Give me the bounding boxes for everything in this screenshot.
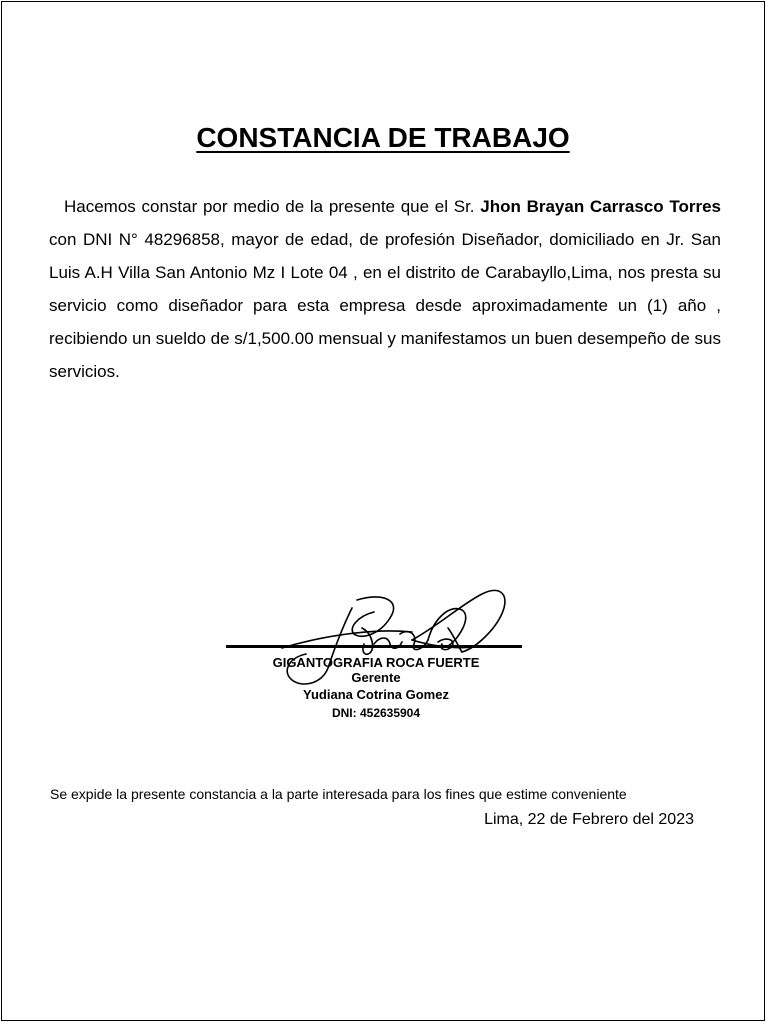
document-title-text: CONSTANCIA DE TRABAJO bbox=[196, 122, 570, 153]
company-name: GIGANTOGRAFIA ROCA FUERTE bbox=[272, 655, 480, 670]
employee-name: Jhon Brayan Carrasco Torres bbox=[480, 197, 721, 216]
signer-dni: DNI: 452635904 bbox=[331, 706, 421, 720]
closing-statement: Se expide la presente constancia a la parte interesada para los fines que estime conveniente bbox=[50, 786, 627, 802]
document-title bbox=[2, 122, 764, 154]
signature-block bbox=[226, 582, 526, 722]
document-page bbox=[1, 1, 765, 1021]
body-intro: Hacemos constar por medio de la presente que el Sr. bbox=[64, 197, 475, 216]
date-line: Lima, 22 de Febrero del 2023 bbox=[484, 811, 694, 828]
body-paragraph bbox=[49, 190, 721, 388]
signer-name: Yudiana Cotrina Gomez bbox=[303, 687, 449, 702]
body-details: con DNI N° 48296858, mayor de edad, de profesión Diseñador, domiciliado en Jr. San Luis A.H Villa San Antonio Mz I Lote 04 , en el distrito de Carabayllo,Lima, nos presta su servicio como diseñador para esta empresa desde aproximadamente un (1) año , recibiendo un sueldo de s/1,500.00 mensual y manifestamos un buen desempeño de sus servicios. bbox=[49, 230, 721, 381]
signer-role: Gerente bbox=[351, 670, 401, 685]
